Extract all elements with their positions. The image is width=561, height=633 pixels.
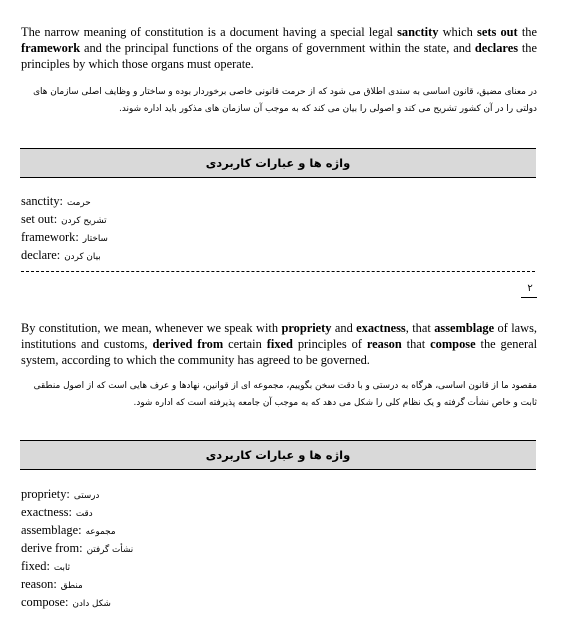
vocabulary-meaning: درستی (73, 491, 100, 501)
text-run: principles of (292, 337, 367, 351)
vocabulary-meaning: حرمت (66, 198, 91, 208)
vocabulary-list-1 (21, 192, 108, 264)
vocabulary-list-2 (21, 485, 133, 611)
vocabulary-meaning: مجموعه (85, 527, 116, 537)
page-number-underline (521, 297, 537, 298)
vocabulary-item (21, 485, 133, 503)
vocabulary-meaning: تشریح کردن (61, 216, 107, 226)
vocabulary-meaning: دقت (75, 509, 93, 519)
vocabulary-term: fixed: (21, 559, 50, 573)
vocabulary-term: sanctity: (21, 194, 63, 208)
vocabulary-item (21, 557, 133, 575)
section-title: واژه ها و عبارات کاربردی (205, 448, 351, 462)
vocabulary-item (21, 575, 133, 593)
english-paragraph-1 (21, 24, 537, 72)
text-run: the principles by which those organs must operate. (21, 41, 537, 71)
vocabulary-term: assemblage: (21, 523, 82, 537)
key-term: declares (474, 41, 519, 55)
key-term: propriety (281, 321, 332, 335)
vocabulary-item (21, 228, 108, 246)
key-term: fixed (266, 337, 293, 351)
text-run: which (438, 25, 478, 39)
key-term: framework (21, 41, 81, 55)
vocabulary-term: compose: (21, 595, 69, 609)
vocabulary-term: derive from: (21, 541, 83, 555)
key-term: sets out (477, 25, 518, 39)
vocabulary-term: exactness: (21, 505, 72, 519)
vocabulary-item (21, 192, 108, 210)
section-title: واژه ها و عبارات کاربردی (205, 156, 351, 170)
text-run: The narrow meaning of constitution is a document having a special legal (21, 25, 398, 39)
key-term: assemblage (434, 321, 495, 335)
key-term: reason (366, 337, 402, 351)
vocabulary-item (21, 246, 108, 264)
text-run: , that (405, 321, 435, 335)
vocabulary-meaning: منطق (60, 581, 83, 591)
text-run: and (331, 321, 357, 335)
text-run: of laws, institutions and customs, (21, 321, 538, 351)
vocabulary-meaning: ثابت (53, 563, 71, 573)
key-term: exactness (356, 321, 406, 335)
text-run: the general system, according to which the community has agreed to be governed. (21, 337, 538, 367)
vocabulary-term: propriety: (21, 487, 70, 501)
vocabulary-meaning: بیان کردن (64, 252, 101, 262)
dashed-divider (21, 271, 535, 272)
text-run: the (517, 25, 537, 39)
vocabulary-meaning: ساختار (82, 234, 108, 244)
vocabulary-item (21, 503, 133, 521)
vocabulary-header-2 (20, 440, 536, 470)
vocabulary-item (21, 539, 133, 557)
vocabulary-term: framework: (21, 230, 79, 244)
persian-paragraph-2: مقصود ما از قانون اساسی، هرگاه به درستی و با دقت سخن بگوییم، مجموعه ای از قوانین، نهادها و عرف هایی است که از اصول منطقی ثابت و خاص نشأت گرفته و یک نظام کلی را شکل می دهد که به موجب آن جامعه پذیرفته است که اداره شود. (33, 381, 537, 408)
text-run: certain (223, 337, 267, 351)
key-term: compose (430, 337, 476, 351)
key-term: derived from (152, 337, 224, 351)
text-run: that (401, 337, 431, 351)
text-run: By constitution, we mean, whenever we speak with (21, 321, 282, 335)
vocabulary-term: reason: (21, 577, 57, 591)
vocabulary-item (21, 521, 133, 539)
english-paragraph-2 (21, 320, 537, 368)
vocabulary-meaning: نشأت گرفتن (86, 545, 134, 555)
vocabulary-item (21, 210, 108, 228)
persian-paragraph-1: در معنای مضیق، قانون اساسی به سندی اطلاق می شود که از حرمت قانونی خاصی برخوردار بوده و ساختار و وظایف اصلی سازمان های دولتی را در آن کشور تشریح می کند و اصولی را بیان می کند که به موجب آن سازمان های مذکور باید اداره شوند. (33, 87, 537, 114)
key-term: sanctity (397, 25, 439, 39)
vocabulary-meaning: شکل دادن (72, 599, 111, 609)
text-run: and the principal functions of the organs of government within the state, and (80, 41, 475, 55)
vocabulary-term: set out: (21, 212, 58, 226)
page-number: ۲ (527, 283, 533, 294)
vocabulary-item (21, 593, 133, 611)
vocabulary-header-1 (20, 148, 536, 178)
vocabulary-term: declare: (21, 248, 61, 262)
